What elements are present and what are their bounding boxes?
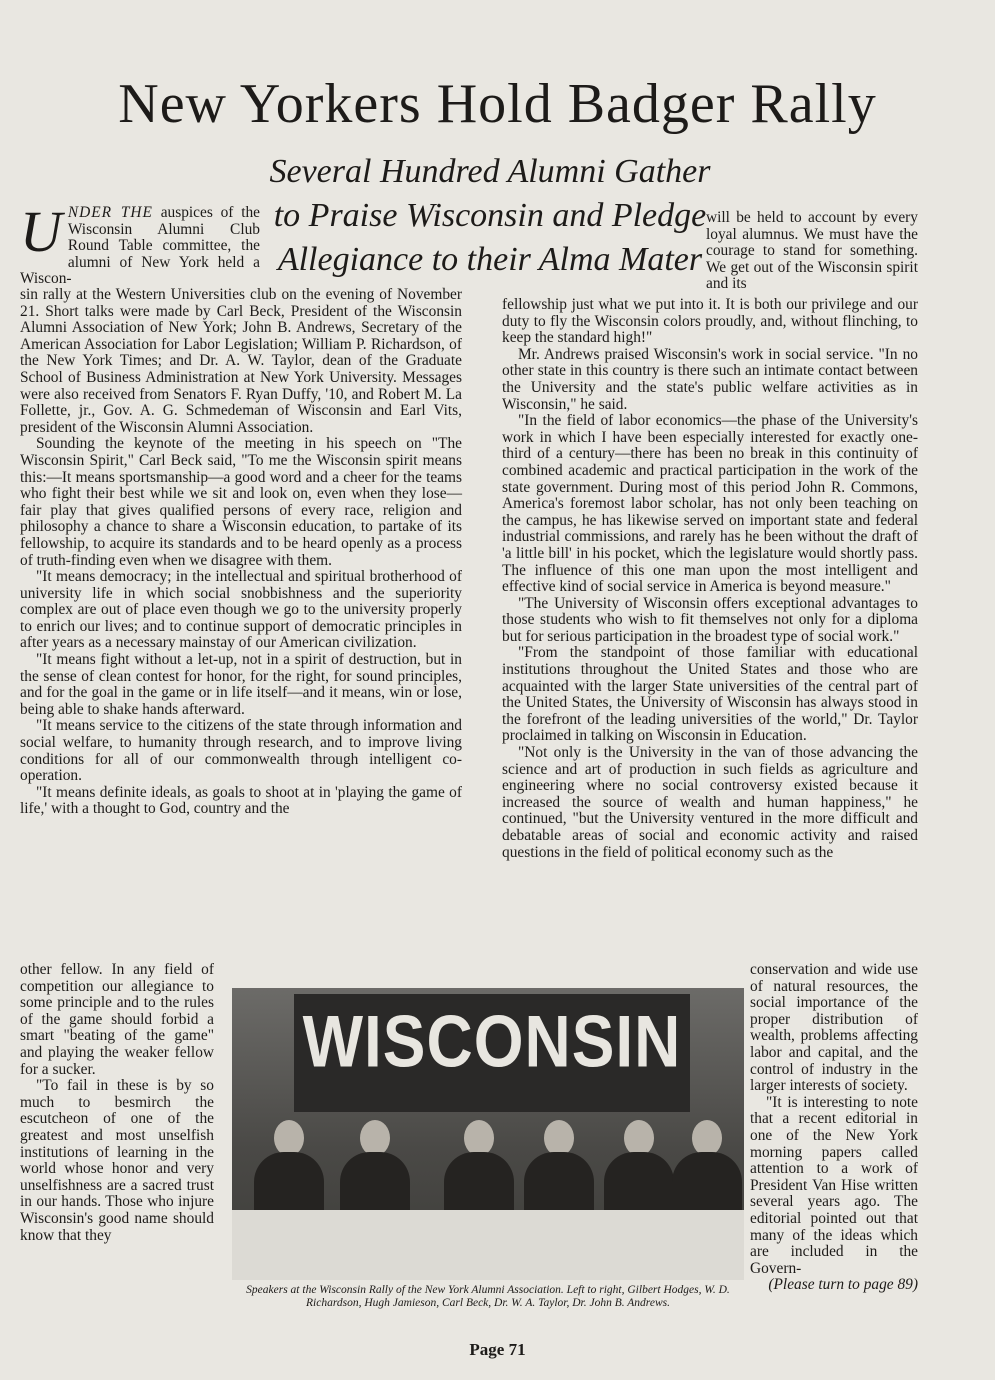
continued-note: (Please turn to page 89): [768, 1276, 918, 1294]
rally-photo: [232, 988, 744, 1280]
speaker-figure: [444, 1120, 514, 1220]
article-title: New Yorkers Hold Badger Rally: [118, 73, 877, 135]
paragraph: Mr. Andrews praised Wisconsin's work in social service. "In no other state in this country is there such an intimate contact between the University and the state's public welfare activities as in Wisconsin," he said.: [502, 345, 918, 413]
paragraph: "From the standpoint of those familiar with educational institutions throughout the United States and those who are acquainted with the larger State universities of the central part of the United States, the University of Wisconsin has always stood in the forefront of the leading universities of the world," Dr. Taylor proclaimed in talking on Wisconsin in Education.: [502, 644, 918, 745]
paragraph: fellowship just what we put into it. It is both our privilege and our duty to fly the Wisconsin colors proudly, and, without flinching, to keep the standard high!": [502, 296, 918, 347]
paragraph: "The University of Wisconsin offers exceptional advantages to those students who wish to fit themselves not only for a diploma but for serious participation in the broadest type of social work.": [502, 594, 918, 645]
paragraph: conservation and wide use of natural resources, the social importance of the proper distribution of wealth, problems affecting labor and capital, and the control of industry in the larger interests of society.: [750, 961, 918, 1095]
right-bottom-column: [750, 962, 918, 1294]
paragraph: "In the field of labor economics—the phase of the University's work in which I have been especially interested for exactly one-third of a century—there has been no break in this continuity of combined academic and practical participation in the work of the state government. During most of this period John R. Commons, America's foremost labor scholar, has not only been teaching on the campus, he has likewise served on important state and federal industrial commissions, and rarely has he been without the draft of 'a little bill' in his pocket, which the legislature would shortly pass. The influence of this one man upon the most intelligent and effective kind of social service in America is beyond measure.": [502, 412, 918, 596]
speaker-figure: [340, 1120, 410, 1220]
speakers-table: [232, 1210, 744, 1280]
paragraph: sin rally at the Western Universities club on the evening of November 21. Short talks were made by Carl Beck, President of the Wisconsin Alumni Association of New York; John B. Andrews, Secretary of the American Association for Labor Legislation; William P. Richardson, of the New York Times; and Dr. A. W. Taylor, dean of the Graduate School of Business Administration at New York University. Messages were also received from Senators F. Ryan Duffy, '10, and Robert M. La Follette, jr., Gov. A. G. Schmedeman of Wisconsin and Earl Vits, president of the Wisconsin Alumni Association.: [20, 286, 462, 436]
paragraph: "It means service to the citizens of the state through information and social welfare, to humanity through research, and to improve living conditions for all of our commonwealth through intelligent co-operation.: [20, 717, 462, 785]
speaker-figure: [254, 1120, 324, 1220]
article-subtitle: Several Hundred Alumni Gather to Praise Wisconsin and Pledge Allegiance to their Alma Mater: [269, 153, 711, 278]
intro-column: [20, 199, 260, 288]
paragraph: "It means fight without a let-up, not in a spirit of destruction, but in the sense of clean contest for honor, for the right, for sound principles, and for the goal in the game or in life itself—and it means, win or lose, being able to shake hands afterward.: [20, 651, 462, 718]
drop-cap: U: [20, 199, 62, 264]
left-bottom-column: [20, 962, 214, 1244]
lead-caps: NDER THE: [67, 204, 153, 221]
right-column: [502, 297, 918, 861]
page-number: Page 71: [469, 1340, 526, 1359]
speaker-figure: [524, 1120, 594, 1220]
paragraph: "Not only is the University in the van of those advancing the science and art of production in such fields as agriculture and engineering where no social controversy existed because it increased the source of wealth and human happiness," he continued, "but the University ventured in the more difficult and debatable areas of social and economic activity and raised questions in the field of political economy such as the: [502, 744, 918, 861]
wisconsin-banner: [294, 994, 690, 1112]
speaker-figure: [672, 1120, 742, 1220]
banner-text: WISCONSIN: [302, 999, 682, 1083]
left-column: [20, 287, 462, 818]
paragraph: "It means definite ideals, as goals to shoot at in 'playing the game of life,' with a thought to God, country and the: [20, 783, 462, 818]
right-top-column: [706, 210, 918, 293]
paragraph: will be held to account by every loyal alumnus. We must have the courage to stand for something. We get out of the Wisconsin spirit and its: [706, 209, 918, 293]
photo-caption: Speakers at the Wisconsin Rally of the New York Alumni Association. Left to right, Gilbert Hodges, W. D. Richardson, Hugh Jamieson, Carl Beck, Dr. W. A. Taylor, Dr. John B. Andrews.: [246, 1284, 730, 1309]
speaker-figure: [604, 1120, 674, 1220]
paragraph: other fellow. In any field of competition our allegiance to some principle and to the rules of the game should forbid a smart "beating of the game" and playing the weaker fellow for a sucker.: [20, 961, 214, 1078]
intro-text: auspices of the Wisconsin Alumni Club Round Table committee, the alumni of New York held a Wiscon-: [20, 204, 260, 288]
paragraph: "To fail in these is by so much to besmirch the escutcheon of one of the greatest and most unselfish institutions of learning in the world whose honor and very unselfishness are a sacred trust in our hands. Those who injure Wisconsin's good name should know that they: [20, 1077, 214, 1244]
paragraph: Sounding the keynote of the meeting in his speech on "The Wisconsin Spirit," Carl Beck said, "To me the Wisconsin spirit means this:—It means sportsmanship—a good word and a cheer for the teams who fight their best while we sit and look on, even when they lose—fair play that gives qualified persons of every race, religion and philosophy a chance to share a Wisconsin education, to partake of its fellowship, to acquire its standards and to be heard openly as a process of truth-finding even when we disagree with them.: [20, 435, 462, 569]
paragraph: "It means democracy; in the intellectual and spiritual brotherhood of university life in which social snobbishness and the superiority complex are out of place even though we go to the university properly to enrich our lives; and to continue support of democratic principles in after years as a necessary mainstay of our American civilization.: [20, 568, 462, 652]
paragraph: "It is interesting to note that a recent editorial in one of the New York morning papers called attention to a work of President Van Hise written several years ago. The editorial pointed out that many of the ideas which are included in the Govern-: [750, 1093, 918, 1277]
